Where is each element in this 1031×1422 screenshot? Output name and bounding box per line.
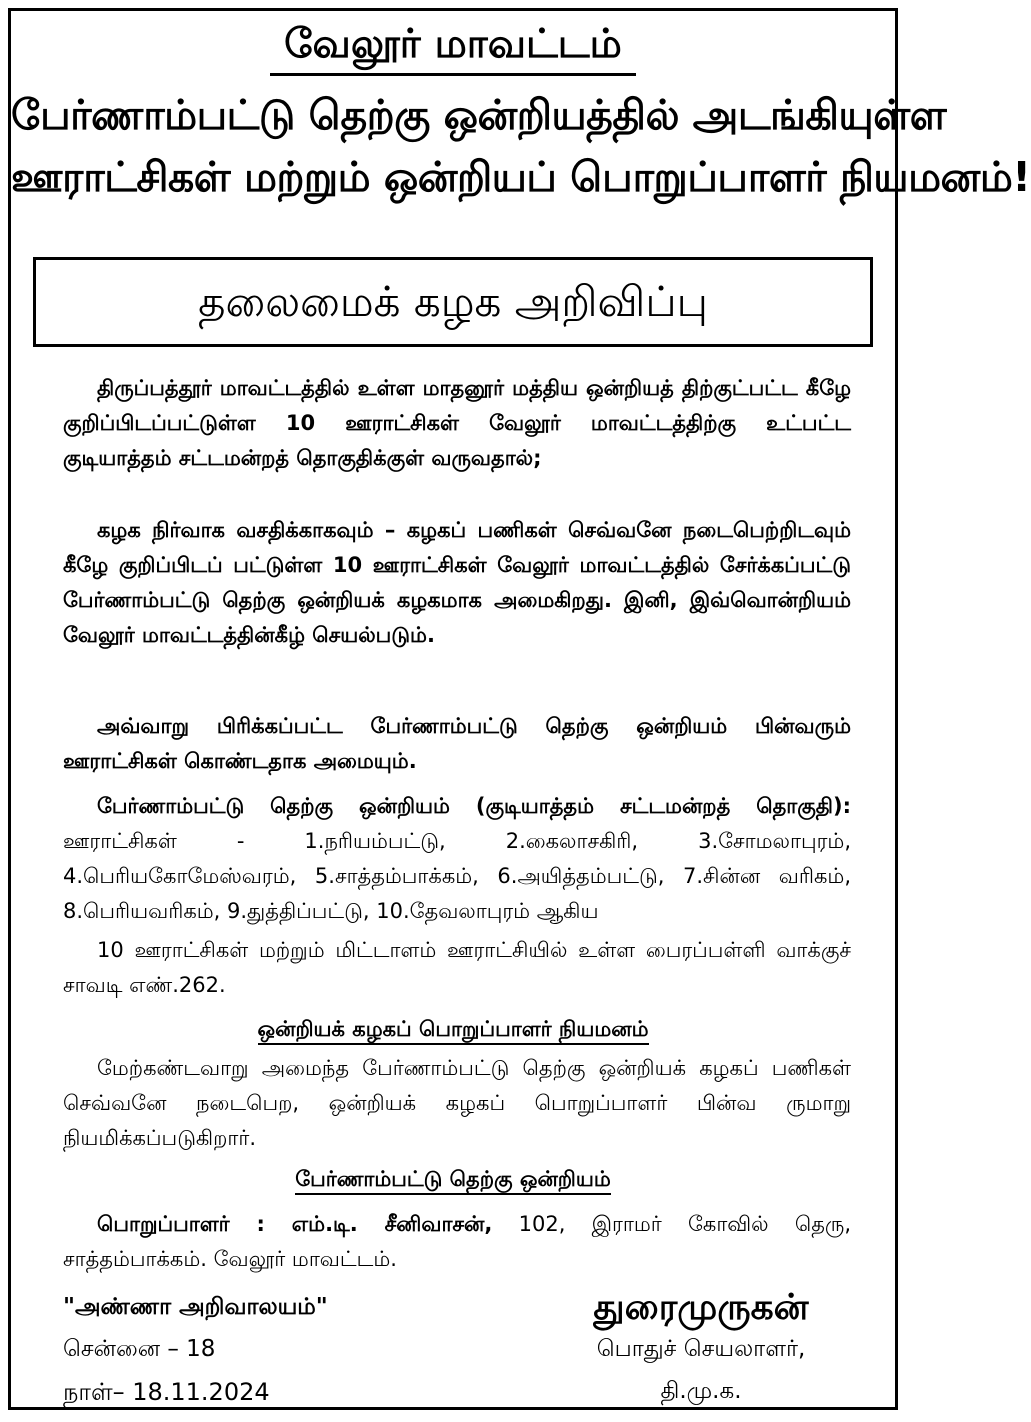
office-bearer-address: 102, இராமர் கோவில் தெரு, சாத்தம்பாக்கம். வேலூர் மாவட்டம். — [63, 1212, 852, 1271]
footer-city: சென்னை – 18 — [63, 1336, 216, 1362]
paragraph-2: கழக நிர்வாக வசதிக்காகவும் – கழகப் பணிகள் செவ்வனே நடைபெற்றிடவும் கீழே குறிப்பிடப் பட்டுள்ள 10 ஊராட்சிகள் வேலூர் மாவட்டத்தில் சேர்க்கப்பட்டு பேர்ணாம்பட்டு தெற்கு ஒன்றியக் கழகமாக அமைகிறது. இனி, இவ்வொன்றியம் வேலூர் மாவட்டத்தின்கீழ் செயல்படும். — [63, 518, 851, 647]
announcement-banner: தலைமைக் கழக அறிவிப்பு — [33, 257, 873, 347]
district-title: வேலூர் மாவட்டம் — [270, 17, 636, 76]
union-label: பேர்ணாம்பட்டு தெற்கு ஒன்றியம் (குடியாத்தம் சட்டமன்றத் தொகுதி): — [97, 794, 851, 818]
subheading-union-text: பேர்ணாம்பட்டு தெற்கு ஒன்றியம் — [295, 1167, 611, 1195]
paragraph-5: 10 ஊராட்சிகள் மற்றும் மிட்டாளம் ஊராட்சியில் உள்ள பைரப்பள்ளி வாக்குச் சாவடி எண்.262. — [63, 938, 851, 997]
signatory-name: துரைமுருகன் — [593, 1287, 809, 1328]
paragraph-1: திருப்பத்தூர் மாவட்டத்தில் உள்ள மாதனூர் மத்திய ஒன்றியத் திற்குட்பட்ட கீழே குறிப்பிடப்பட்டுள்ள 10 ஊராட்சிகள் வேலூர் மாவட்டத்திற்கு உட்பட்ட குடியாத்தம் சட்டமன்றத் தொகுதிக்குள் வருவதால்; — [63, 376, 851, 470]
village-list: ஊராட்சிகள் - 1.நரியம்பட்டு, 2.கைலாசகிரி, 3.சோமலாபுரம், 4.பெரியகோமேஸ்வரம், 5.சாத்தம்பாக்கம், 6.அயித்தம்பட்டு, 7.சின்ன வரிகம், 8.பெரியவரிகம், 9.துத்திப்பட்டு, 10.தேவலாபுரம் ஆகிய — [63, 829, 851, 923]
headline-line-1: பேர்ணாம்பட்டு தெற்கு ஒன்றியத்தில் அடங்கியுள்ள — [11, 91, 947, 139]
signatory-designation: பொதுச் செயலாளர், — [596, 1336, 806, 1362]
party-name: தி.மு.க. — [660, 1378, 742, 1404]
paragraph-7 — [63, 1207, 851, 1277]
paragraph-6: மேற்கண்டவாறு அமைந்த பேர்ணாம்பட்டு தெற்கு ஒன்றியக் கழகப் பணிகள் செவ்வனே நடைபெற, ஒன்றியக் கழகப் பொறுப்பாளர் பின்வ ருமாறு நியமிக்கப்படுகிறார். — [63, 1056, 851, 1150]
footer-date: நாள்– 18.11.2024 — [63, 1378, 270, 1406]
footer-place: "அண்ணா அறிவாலயம்" — [63, 1294, 328, 1320]
subheading-union — [11, 1167, 895, 1194]
office-bearer-name: பொறுப்பாளர் : எம்.டி. சீனிவாசன், — [97, 1212, 493, 1236]
paragraph-3: அவ்வாறு பிரிக்கப்பட்ட பேர்ணாம்பட்டு தெற்கு ஒன்றியம் பின்வரும் ஊராட்சிகள் கொண்டதாக அமையும். — [63, 714, 851, 773]
headline-line-2: ஊராட்சிகள் மற்றும் ஒன்றியப் பொறுப்பாளர் நியமனம்! — [11, 153, 1031, 201]
paragraph-4 — [63, 789, 851, 929]
subheading-appointment-text: ஒன்றியக் கழகப் பொறுப்பாளர் நியமனம் — [258, 1017, 649, 1045]
notice-page — [8, 8, 1031, 1410]
district-heading — [11, 17, 895, 76]
subheading-appointment — [11, 1017, 895, 1044]
